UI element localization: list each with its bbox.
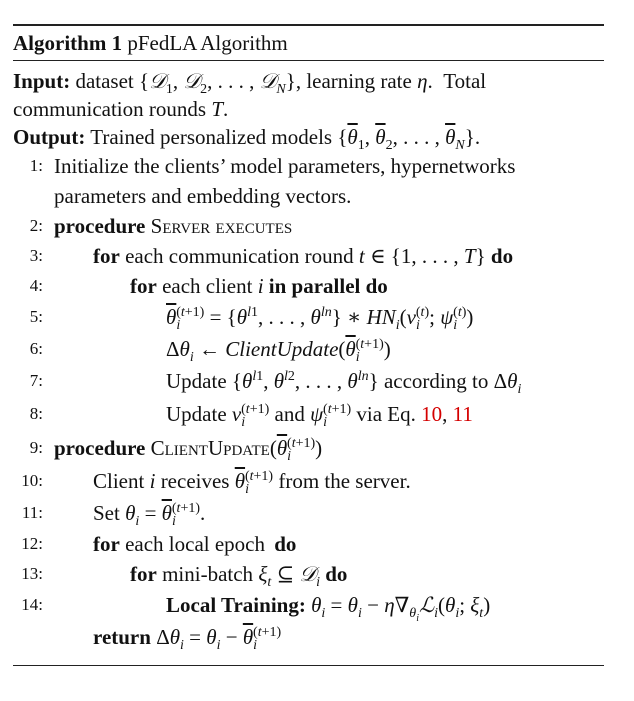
keyword-procedure: procedure bbox=[54, 214, 146, 238]
line-number: 11: bbox=[21, 503, 43, 522]
algorithm-title bbox=[13, 26, 604, 60]
line-text: each client i bbox=[162, 274, 264, 298]
algo-line-13 bbox=[13, 559, 604, 589]
algo-line-14 bbox=[13, 589, 604, 624]
line-number: 4: bbox=[29, 276, 43, 295]
input-text: dataset {𝒟$_1$, 𝒟$_2$, . . . , 𝒟$_N$}, learning rate η. Total communication rounds T. bbox=[13, 69, 487, 121]
line-formula: Update {$\theta^{l1}$, $\theta^{l2}$, . . . , $\theta^{ln}$} according to $\Delta\theta_i$ bbox=[166, 369, 522, 398]
line-number: 12: bbox=[21, 534, 43, 553]
line-number: 7: bbox=[29, 371, 43, 390]
algo-line-2 bbox=[13, 211, 604, 241]
keyword-in-parallel-do: in parallel do bbox=[268, 274, 388, 298]
line-text: Initialize the clients’ model parameters, hypernetworks parameters and embedding vectors. bbox=[54, 154, 516, 208]
algorithm-box bbox=[13, 24, 604, 666]
algo-line-3 bbox=[13, 241, 604, 271]
output-line bbox=[13, 123, 604, 154]
line-number: 2: bbox=[29, 216, 43, 235]
line-formula: Update $v_i^{(t+1)}$ and $\psi_i^{(t+1)}$ via Eq. 10, 11 bbox=[166, 402, 473, 431]
keyword-for: for bbox=[130, 562, 157, 586]
algo-line-1 bbox=[13, 151, 604, 211]
line-text: each local epoch bbox=[125, 532, 265, 556]
keyword-return: return bbox=[93, 625, 151, 649]
algorithm-body bbox=[13, 61, 604, 653]
keyword-for: for bbox=[130, 274, 157, 298]
line-text: Set $\theta_i = \overline{\theta}_i^{(t+1)}$. bbox=[93, 501, 206, 530]
line-number: 3: bbox=[29, 246, 43, 265]
output-text: Trained personalized models {$\overline{\theta}_1$, $\overline{\theta}_2$, . . . , $\overline{\theta}_N$}. bbox=[90, 125, 481, 154]
algo-line-8 bbox=[13, 397, 604, 431]
equation-ref-link[interactable]: 11 bbox=[452, 402, 473, 426]
bottom-rule bbox=[13, 665, 604, 666]
line-text: each communication round t ∈ {1, . . . , T} bbox=[125, 244, 486, 268]
line-number: 9: bbox=[29, 438, 43, 457]
line-number: 8: bbox=[29, 404, 43, 423]
line-number: 13: bbox=[21, 564, 43, 583]
algo-line-12 bbox=[13, 529, 604, 559]
output-label: Output: bbox=[13, 125, 86, 149]
keyword-local-training: Local Training: bbox=[166, 593, 306, 617]
procedure-name: Server executes bbox=[150, 214, 293, 238]
line-number: 1: bbox=[29, 156, 43, 175]
line-text: Client i receives $\overline{\theta}_i^{(t+1)}$ from the server. bbox=[93, 469, 411, 498]
keyword-for: for bbox=[93, 244, 120, 268]
keyword-do: do bbox=[274, 532, 297, 556]
line-number: 10: bbox=[21, 471, 43, 490]
algo-line-7 bbox=[13, 365, 604, 397]
algo-line-11 bbox=[13, 497, 604, 529]
line-formula: $\overline{\theta}_i^{(t+1)} = \{\theta^{l1}$, . . . , $\theta^{ln}$} ∗ $HN_i(v_i^{(t)}$; $\psi_i^{(t)}$) bbox=[166, 305, 474, 334]
algo-line-10 bbox=[13, 465, 604, 497]
keyword-procedure: procedure bbox=[54, 436, 146, 460]
line-formula: $\theta_i = \theta_i$ − $\eta\nabla_{\theta_i}ℒ_i(\theta_i$; $\xi_t$) bbox=[311, 593, 491, 624]
keyword-for: for bbox=[93, 532, 120, 556]
line-formula: $\Delta\theta_i$ ← $ClientUpdate(\overline{\theta}_i^{(t+1)})$ bbox=[166, 337, 391, 366]
procedure-name: $ClientUpdate(\overline{\theta}_i^{(t+1)})$ bbox=[150, 436, 323, 465]
line-number: 5: bbox=[29, 307, 43, 326]
algo-line-return bbox=[13, 621, 604, 653]
algorithm-name: pFedLA Algorithm bbox=[127, 31, 288, 55]
keyword-do: do bbox=[325, 562, 348, 586]
algo-line-9 bbox=[13, 431, 604, 465]
algo-line-4 bbox=[13, 271, 604, 301]
input-label: Input: bbox=[13, 69, 71, 93]
algorithm-label: Algorithm 1 bbox=[13, 31, 123, 55]
algo-line-5 bbox=[13, 301, 604, 333]
input-line bbox=[13, 67, 604, 123]
keyword-do: do bbox=[490, 244, 514, 268]
equation-ref-link[interactable]: 10 bbox=[421, 402, 443, 426]
algo-line-6 bbox=[13, 333, 604, 365]
line-number: 14: bbox=[21, 595, 43, 614]
line-formula: $\Delta\theta_i = \theta_i - \overline{\theta}_i^{(t+1)}$ bbox=[156, 625, 282, 654]
line-number: 6: bbox=[29, 339, 43, 358]
line-text: mini-batch $\xi_t$ ⊆ 𝒟$_i$ bbox=[162, 562, 320, 591]
